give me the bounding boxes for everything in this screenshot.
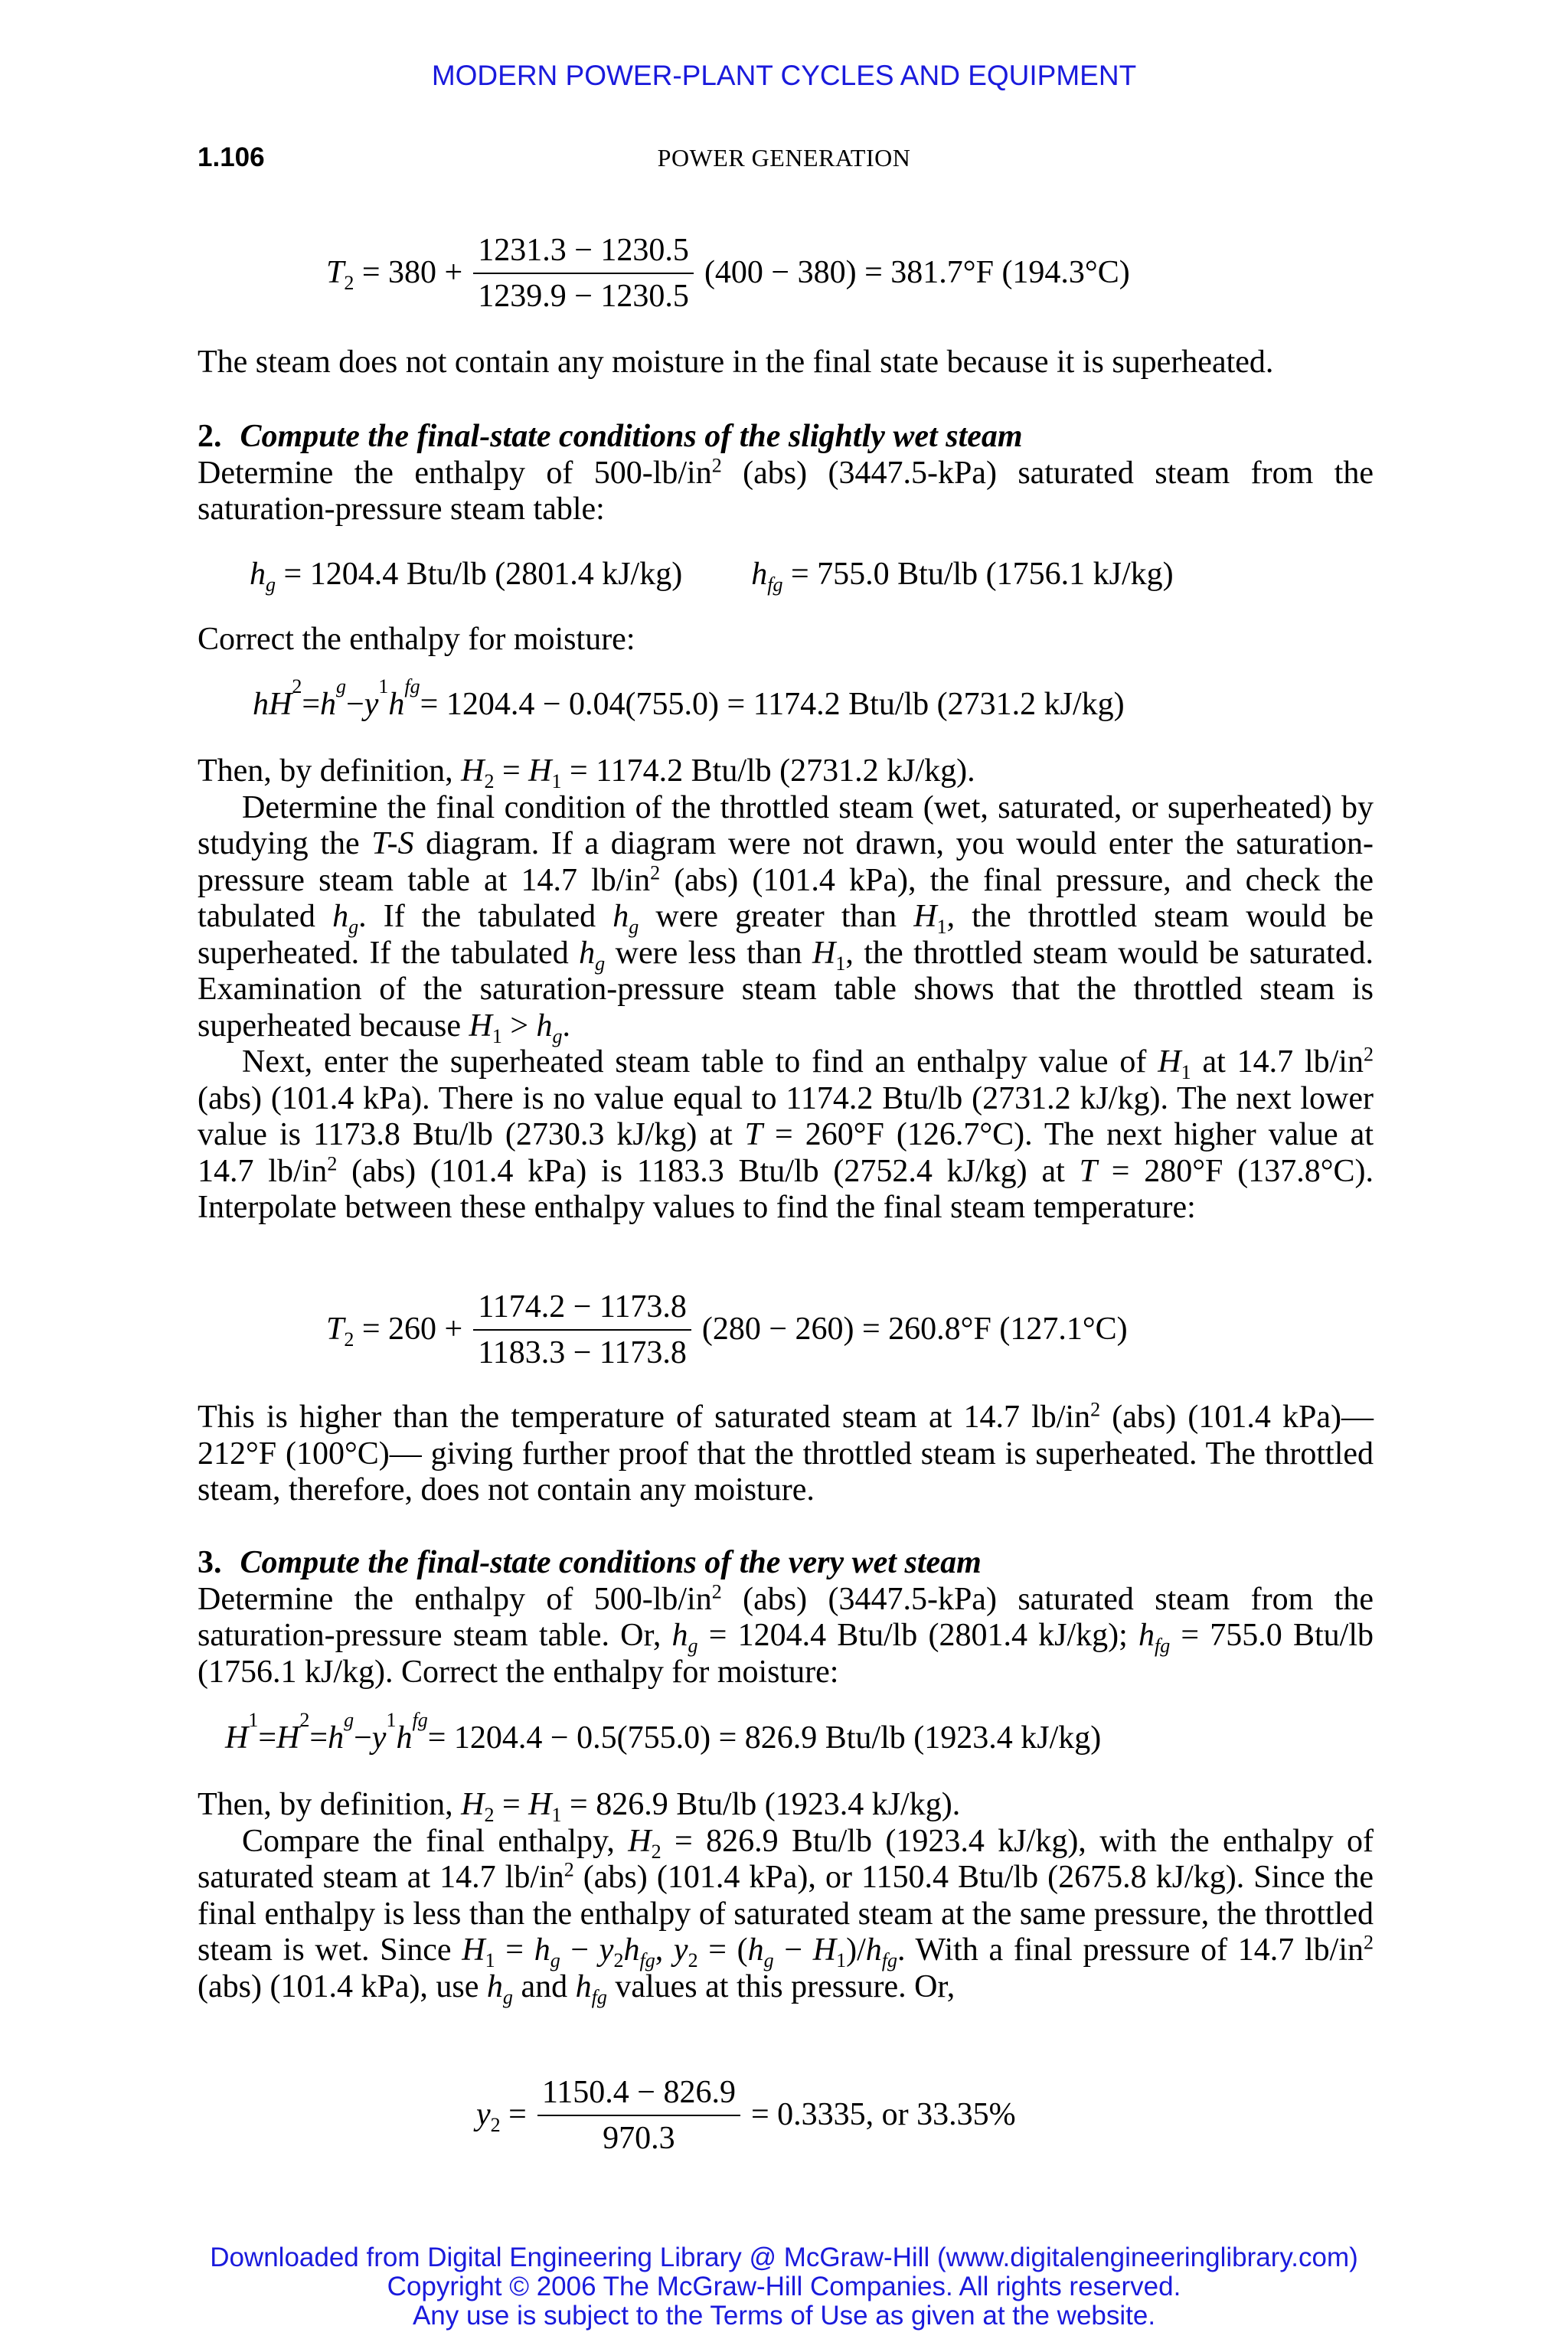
footer-download-link[interactable]: Downloaded from Digital Engineering Library @ McGraw-Hill (www.digitalengineeringlibrary.com) [210,2243,1358,2272]
body-block-step-3 [198,1787,1374,2008]
body-block-step-2 [198,753,1374,1227]
equation-y2: $y_2$ = $\frac{1150.4 - 826.9}{970.3}$ = 0.3335, or 33.35% [476,2075,1016,2156]
running-head: POWER GENERATION [657,144,911,172]
equation-t2-first: $T_2 = 380$ + $\frac{1231.3 - 1230.5}{1239.9 - 1230.5}$ (400 − 380) = 381.7°F (194.3°C) [326,233,1130,314]
fraction: $\frac{1174.2 - 1173.8}{1183.3 - 1173.8}$ [473,1288,691,1372]
fraction: $\frac{1150.4 - 826.9}{970.3}$ [537,2073,740,2158]
then-definition-2: Then, by definition, $H_2 = H_1 = 826.9$ Btu/lb (1923.4 kJ/kg). [198,1787,961,1827]
step-2-section [198,419,1374,528]
footer-terms: Any use is subject to the Terms of Use as given at the website. [412,2301,1156,2331]
step-3-intro: Determine the enthalpy of $500-lb/in^2$ (abs) (3447.5-kPa) saturated steam from the saturation-pressure steam table. Or, $h_g = 1204.4$ Btu/lb (2801.4 kJ/kg); $h_{fg} = 755.0$ Btu/lb (1756.1 kJ/kg). Correct the enthalpy for moisture: [198,1580,1374,1690]
correct-moisture-label: Correct the enthalpy for moisture: [198,622,635,657]
hg-value: $h_g = 1204.4$ Btu/lb (2801.4 kJ/kg) [250,557,683,596]
paragraph-higher-temperature: This is higher than the temperature of saturated steam at 14.7 $lb/in^2$ (abs) (101.4 kPa)—212°F (100°C)— giving further proof that the throttled steam is superheated. The throttled steam, therefore, does not contain any moisture. [198,1398,1374,1508]
copyright-footer [0,2243,1568,2331]
page-number: 1.106 [198,142,265,172]
equation-h1-h2: H 1 = H 2 = h g − y 1 h fg = 1204.4 − 0.5(755.0) = 826.9 Btu/lb (1923.4 kJ/kg) [225,1709,1102,1756]
equation-h1: h H 2 = h g − y 1 h fg = 1204.4 − 0.04(755.0) = 1174.2 Btu/lb (2731.2 kJ/kg) [253,675,1125,722]
step-2-heading: 2. Compute the final-state conditions of the slightly wet steam [198,419,1023,454]
fraction: $\frac{1231.3 - 1230.5}{1239.9 - 1230.5}$ [473,231,694,315]
paragraph-no-moisture: The steam does not contain any moisture in the final state because it is superheated. [198,345,1274,380]
then-definition: Then, by definition, $H_2 = H_1 = 1174.2$ Btu/lb (2731.2 kJ/kg). [198,753,975,793]
t2-symbol: T [326,255,345,291]
paragraph-compare-enthalpy: Compare the final enthalpy, $H_2 = 826.9$ Btu/lb (1923.4 kJ/kg), with the enthalpy of saturated steam at 14.7 $lb/in^2$ (abs) (101.4 kPa), or 1150.4 Btu/lb (2675.8 kJ/kg). Since the final enthalpy is less than the enthalpy of saturated steam at the same pressure, the throttled steam is wet. Since $H_1 = h_g - y_2h_{fg}$, $y_2 = (h_g - H_1)/h_{fg}$. With a final pressure of 14.7 $lb/in^2$ (abs) (101.4 kPa), use $h_g$ and $h_{fg}$ values at this pressure. Or, [198,1823,1374,2008]
step-2-intro: Determine the enthalpy of $500-lb/in^2$ (abs) (3447.5-kPa) saturated steam from the saturation-pressure steam table: [198,454,1374,527]
hfg-value: $h_{fg} = 755.0$ Btu/lb (1756.1 kJ/kg) [751,557,1174,596]
book-title-banner: MODERN POWER-PLANT CYCLES AND EQUIPMENT [431,60,1137,91]
paragraph-ts-diagram: Determine the final condition of the throttled steam (wet, saturated, or superheated) by studying the T-S diagram. If a diagram were not drawn, you would enter the saturation-pressure steam table at 14.7 $lb/in^2$ (abs) (101.4 kPa), the final pressure, and check the tabulated $h_g$. If the tabulated $h_g$ were greater than $H_1$, the throttled steam would be superheated. If the tabulated $h_g$ were less than $H_1$, the throttled steam would be saturated. Examination of the saturation-pressure steam table shows that the throttled steam is superheated because $H_1 > h_g$. [198,789,1374,1047]
paragraph-superheated-table: Next, enter the superheated steam table to find an enthalpy value of $H_1$ at 14.7 $lb/in^2$ (abs) (101.4 kPa). There is no value equal to 1174.2 Btu/lb (2731.2 kJ/kg). The next lower value is 1173.8 Btu/lb (2730.3 kJ/kg) at T = 260°F (126.7°C). The next higher value at 14.7 $lb/in^2$ (abs) (101.4 kPa) is 1183.3 Btu/lb (2752.4 kJ/kg) at T = 280°F (137.8°C). Interpolate between these enthalpy values to find the final steam temperature: [198,1043,1374,1225]
equation-t2-second: $T_2 = 260$ + $\frac{1174.2 - 1173.8}{1183.3 - 1173.8}$ (280 − 260) = 260.8°F (127.1°C) [326,1289,1128,1370]
footer-copyright: Copyright © 2006 The McGraw-Hill Companies. All rights reserved. [387,2272,1181,2301]
step-3-heading: 3. Compute the final-state conditions of the very wet steam [198,1545,982,1580]
hg-hfg-values [198,557,1374,596]
step-3-section [198,1545,1374,1690]
